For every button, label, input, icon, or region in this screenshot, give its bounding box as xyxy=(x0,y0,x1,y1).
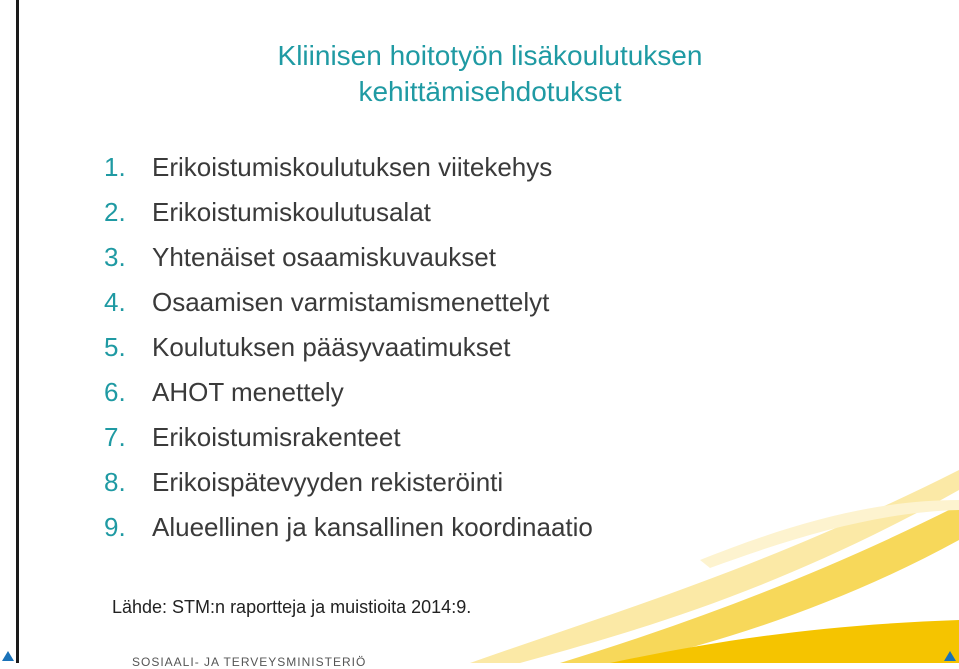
list-item xyxy=(104,280,593,325)
list-item-text: Alueellinen ja kansallinen koordinaatio xyxy=(152,512,593,542)
list-item-text: AHOT menettely xyxy=(152,377,344,407)
proposal-list xyxy=(104,145,593,550)
list-item-number: 4. xyxy=(104,287,126,317)
slide-title-line-2: kehittämisehdotukset xyxy=(358,76,622,107)
list-item-text: Erikoistumiskoulutuksen viitekehys xyxy=(152,152,553,182)
list-item xyxy=(104,415,593,460)
slide-title-line-1: Kliinisen hoitotyön lisäkoulutuksen xyxy=(277,40,703,71)
list-item-text: Osaamisen varmistamismenettelyt xyxy=(152,287,550,317)
slide-title xyxy=(130,38,850,110)
list-item-text: Erikoistumisrakenteet xyxy=(152,422,401,452)
list-item-number: 3. xyxy=(104,242,126,272)
list-item xyxy=(104,505,593,550)
list-item-number: 7. xyxy=(104,422,126,452)
list-item-number: 1. xyxy=(104,152,126,182)
list-item xyxy=(104,460,593,505)
list-item-text: Erikoispätevyyden rekisteröinti xyxy=(152,467,504,497)
list-item-number: 9. xyxy=(104,512,126,542)
footer-organization: SOSIAALI- JA TERVEYSMINISTERIÖ xyxy=(132,655,367,669)
list-item xyxy=(104,145,593,190)
list-item-number: 5. xyxy=(104,332,126,362)
right-corner-marker-icon xyxy=(944,651,956,661)
list-item xyxy=(104,325,593,370)
list-item xyxy=(104,370,593,415)
list-item-text: Koulutuksen pääsyvaatimukset xyxy=(152,332,511,362)
left-corner-marker-icon xyxy=(2,651,14,661)
list-item-text: Erikoistumiskoulutusalat xyxy=(152,197,431,227)
list-item-number: 2. xyxy=(104,197,126,227)
source-note: Lähde: STM:n raportteja ja muistioita 2014:9. xyxy=(112,597,472,617)
list-item-number: 6. xyxy=(104,377,126,407)
list-item-number: 8. xyxy=(104,467,126,497)
list-item xyxy=(104,190,593,235)
list-item xyxy=(104,235,593,280)
list-item-text: Yhtenäiset osaamiskuvaukset xyxy=(152,242,496,272)
